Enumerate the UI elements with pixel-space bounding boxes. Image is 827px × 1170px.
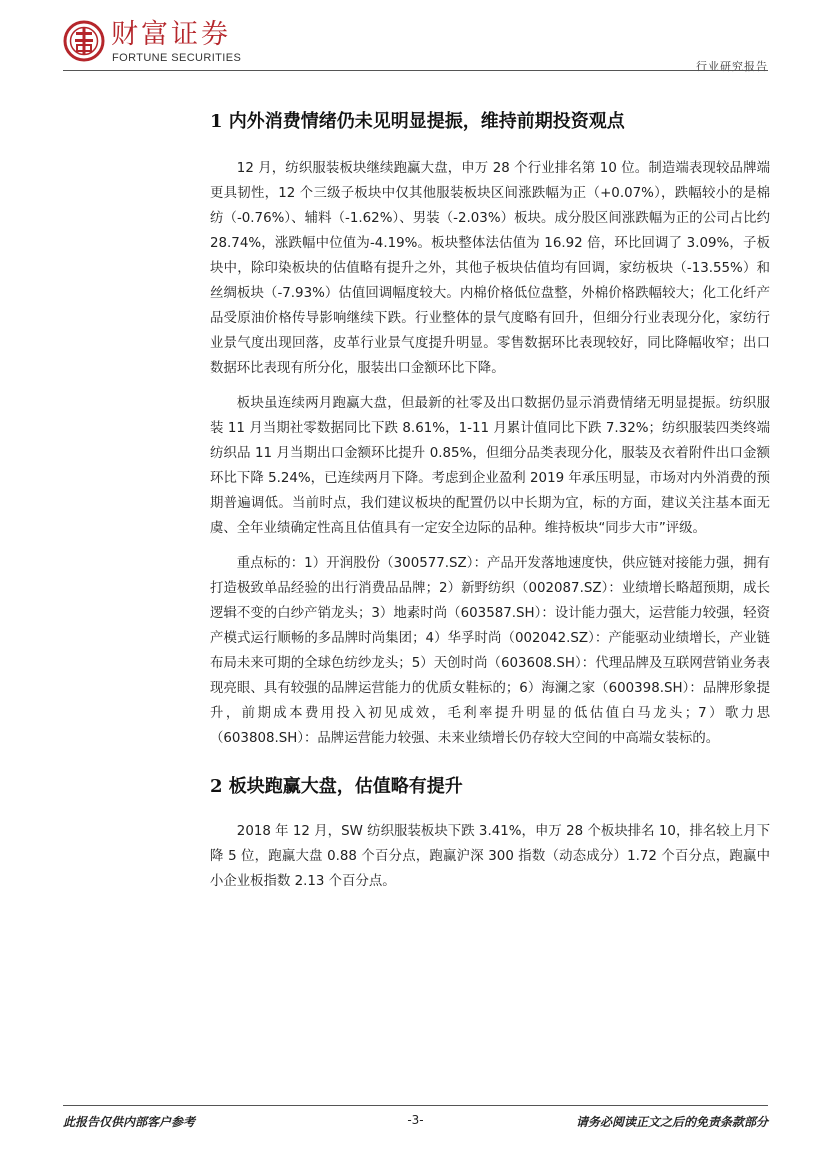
main-content bbox=[210, 108, 770, 904]
section-1-paragraph: 12 月，纺织服装板块继续跑赢大盘，申万 28 个行业排名第 10 位。制造端表现较品牌端更具韧性，12 个三级子板块中仅其他服装板块区间涨跌幅为正（+0.07%），跌幅较小的是棉纺（-0.76%）、辅料（-1.62%）、男装（-2.03%）板块。成分股区间涨跌幅为正的公司占比约 28.74%，涨跌幅中位值为-4.19%。板块整体法估值为 16.92 倍，环比回调了 3.09%，子板块中，除印染板块的估值略有提升之外，其他子板块估值均有回调，家纺板块（-13.55%）和丝绸板块（-7.93%）估值回调幅度较大。内棉价格低位盘整，外棉价格跌幅较大；化工化纤产品受原油价格传导影响继续下跌。行业整体的景气度略有回升，但细分行业表现分化，家纺行业景气度出现回落，皮革行业景气度提升明显。零售数据环比表现较好，同比降幅收窄；出口数据环比表现有所分化，服装出口金额环比下降。 bbox=[210, 161, 770, 376]
section-1-paragraph: 板块虽连续两月跑赢大盘，但最新的社零及出口数据仍显示消费情绪无明显提振。纺织服装 11 月当期社零数据同比下跌 8.61%，1-11 月累计值同比下跌 7.32%；纺织服装四类终端纺织品 11 月当期出口金额环比提升 0.85%，但细分品类表现分化，服装及衣着附件出口金额环比下降 5.24%，已连续两月下降。考虑到企业盈利 2019 年承压明显，市场对内外消费的预期普遍调低。当前时点，我们建议板块的配置仍以中长期为宜，标的方面，建议关注基本面无虞、全年业绩确定性高且估值具有一定安全边际的品种。维持板块“同步大市”评级。 bbox=[210, 396, 770, 536]
fortune-logo-icon bbox=[63, 20, 105, 62]
logo-chinese-name: 财富证券 bbox=[111, 19, 231, 50]
footer-disclaimer-left: 此报告仅供内部客户参考 bbox=[63, 1115, 196, 1129]
page-header bbox=[63, 18, 768, 78]
section-2-heading: 2 板块跑赢大盘，估值略有提升 bbox=[210, 776, 463, 797]
section-1-paragraph: 重点标的：1）开润股份（300577.SZ）：产品开发落地速度快，供应链对接能力强，拥有打造极致单品经验的出行消费品品牌；2）新野纺织（002087.SZ）：业绩增长略超预期，成长逻辑不变的白纱产销龙头；3）地素时尚（603587.SH）：设计能力强大，运营能力较强，轻资产模式运行顺畅的多品牌时尚集团；4）华孚时尚（002042.SZ）：产能驱动业绩增长，产业链布局未来可期的全球色纺纱龙头；5）天创时尚（603608.SH）：代理品牌及互联网营销业务表现亮眼、具有较强的品牌运营能力的优质女鞋标的；6）海澜之家（600398.SH）：品牌形象提升，前期成本费用投入初见成效，毛利率提升明显的低估值白马龙头；7）歌力思（603808.SH）：品牌运营能力较强、未来业绩增长仍存较大空间的中高端女装标的。 bbox=[210, 556, 770, 746]
report-type-label: 行业研究报告 bbox=[696, 60, 768, 73]
header-divider bbox=[63, 70, 768, 71]
footer-divider bbox=[63, 1105, 768, 1106]
footer-disclaimer-right: 请务必阅读正文之后的免责条款部分 bbox=[575, 1115, 768, 1129]
page-number: -3- bbox=[407, 1113, 424, 1127]
logo-english-name: FORTUNE SECURITIES bbox=[112, 52, 242, 64]
section-1-heading: 1 内外消费情绪仍未见明显提振，维持前期投资观点 bbox=[210, 111, 625, 132]
section-2-paragraph: 2018 年 12 月，SW 纺织服装板块下跌 3.41%，申万 28 个板块排名 10，排名较上月下降 5 位，跑赢大盘 0.88 个百分点，跑赢沪深 300 指数（动态成分）1.72 个百分点，跑赢中小企业板指数 2.13 个百分点。 bbox=[210, 824, 770, 889]
page-footer bbox=[63, 1113, 768, 1133]
